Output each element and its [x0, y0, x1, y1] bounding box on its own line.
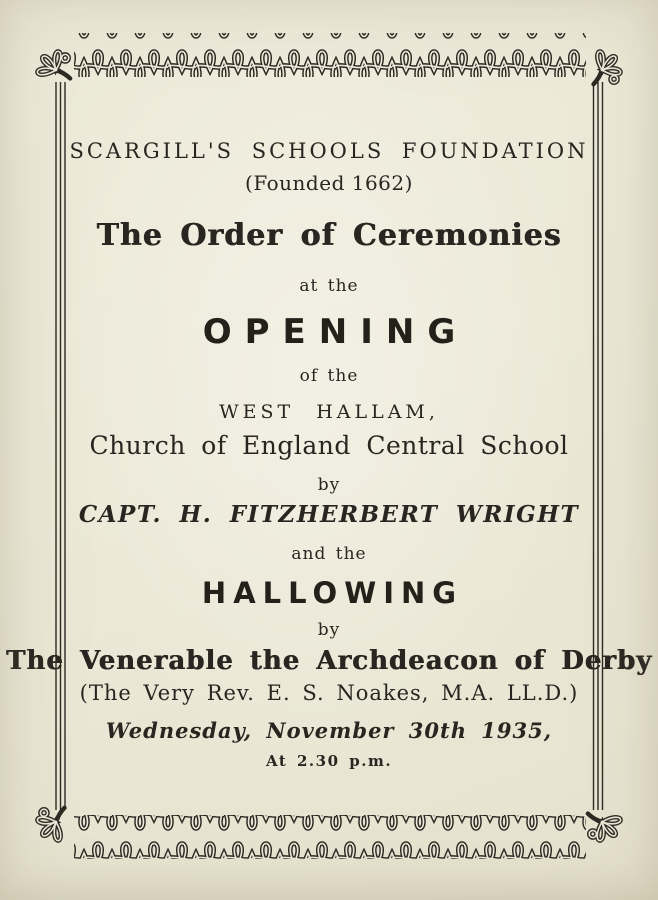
organization-name: SCARGILL'S SCHOOLS FOUNDATION — [69, 139, 589, 163]
founded-year: (Founded 1662) — [245, 171, 413, 195]
connector-by-1: by — [317, 475, 341, 495]
event-hallowing-heading: HALLOWING — [201, 576, 464, 610]
event-date: Wednesday, November 30th 1935, — [105, 718, 553, 743]
corner-trefoil-icon — [579, 45, 629, 95]
place-name-line1: WEST HALLAM, — [219, 401, 439, 423]
event-opening-heading: OPENING — [202, 312, 469, 352]
event-time: At 2.30 p.m. — [265, 752, 393, 770]
connector-and-the: and the — [291, 544, 367, 564]
opening-officiant-name: CAPT. H. FITZHERBERT WRIGHT — [78, 501, 580, 528]
corner-trefoil-icon — [30, 798, 80, 848]
programme-title: The Order of Ceremonies — [96, 218, 562, 253]
place-name-line2: Church of England Central School — [89, 431, 569, 460]
hallowing-officiant-detail: (The Very Rev. E. S. Noakes, M.A. LL.D.) — [79, 681, 579, 705]
celtic-knot-border-top — [74, 33, 586, 77]
connector-by-2: by — [317, 620, 341, 640]
connector-at-the: at the — [299, 276, 359, 296]
connector-of-the: of the — [299, 366, 359, 386]
hallowing-officiant-title: The Venerable the Archdeacon of Derby — [5, 646, 653, 676]
celtic-knot-border-bottom — [74, 815, 586, 859]
